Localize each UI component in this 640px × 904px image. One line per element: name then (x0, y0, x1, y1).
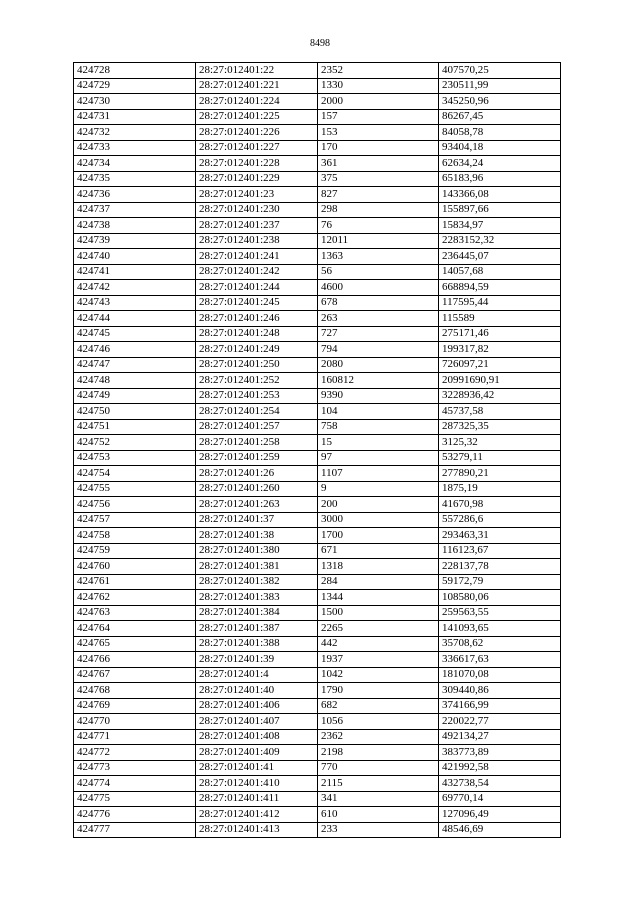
cadastral-number-cell: 28:27:012401:4 (196, 667, 318, 683)
value-cell: 336617,63 (439, 652, 561, 668)
table-row (74, 590, 561, 606)
area-cell: 2362 (318, 729, 439, 745)
value-cell: 1875,19 (439, 481, 561, 497)
cadastral-number-cell: 28:27:012401:26 (196, 466, 318, 482)
area-cell: 1056 (318, 714, 439, 730)
area-cell: 15 (318, 435, 439, 451)
value-cell: 20991690,91 (439, 373, 561, 389)
cadastral-number-cell: 28:27:012401:412 (196, 807, 318, 823)
value-cell: 86267,45 (439, 109, 561, 125)
row-number-cell: 424749 (74, 388, 196, 404)
cadastral-number-cell: 28:27:012401:258 (196, 435, 318, 451)
row-number-cell: 424758 (74, 528, 196, 544)
table-row (74, 140, 561, 156)
table-row (74, 497, 561, 513)
area-cell: 1330 (318, 78, 439, 94)
area-cell: 170 (318, 140, 439, 156)
cadastral-number-cell: 28:27:012401:260 (196, 481, 318, 497)
row-number-cell: 424743 (74, 295, 196, 311)
area-cell: 361 (318, 156, 439, 172)
area-cell: 610 (318, 807, 439, 823)
table-row (74, 605, 561, 621)
row-number-cell: 424769 (74, 698, 196, 714)
value-cell: 259563,55 (439, 605, 561, 621)
row-number-cell: 424774 (74, 776, 196, 792)
value-cell: 48546,69 (439, 822, 561, 838)
table-row (74, 683, 561, 699)
value-cell: 15834,97 (439, 218, 561, 234)
area-cell: 153 (318, 125, 439, 141)
value-cell: 383773,89 (439, 745, 561, 761)
table-row (74, 574, 561, 590)
row-number-cell: 424755 (74, 481, 196, 497)
row-number-cell: 424754 (74, 466, 196, 482)
value-cell: 143366,08 (439, 187, 561, 203)
value-cell: 557286,6 (439, 512, 561, 528)
value-cell: 65183,96 (439, 171, 561, 187)
cadastral-number-cell: 28:27:012401:226 (196, 125, 318, 141)
value-cell: 41670,98 (439, 497, 561, 513)
row-number-cell: 424768 (74, 683, 196, 699)
row-number-cell: 424775 (74, 791, 196, 807)
area-cell: 1042 (318, 667, 439, 683)
cadastral-number-cell: 28:27:012401:248 (196, 326, 318, 342)
area-cell: 341 (318, 791, 439, 807)
table-row (74, 466, 561, 482)
row-number-cell: 424728 (74, 63, 196, 79)
row-number-cell: 424747 (74, 357, 196, 373)
value-cell: 236445,07 (439, 249, 561, 265)
value-cell: 407570,25 (439, 63, 561, 79)
table-row (74, 295, 561, 311)
table-row (74, 109, 561, 125)
cadastral-number-cell: 28:27:012401:23 (196, 187, 318, 203)
table-row (74, 373, 561, 389)
cadastral-number-cell: 28:27:012401:388 (196, 636, 318, 652)
table-row (74, 481, 561, 497)
row-number-cell: 424767 (74, 667, 196, 683)
area-cell: 97 (318, 450, 439, 466)
cadastral-value-table (73, 62, 561, 838)
value-cell: 3125,32 (439, 435, 561, 451)
area-cell: 233 (318, 822, 439, 838)
value-cell: 374166,99 (439, 698, 561, 714)
table-row (74, 528, 561, 544)
cadastral-number-cell: 28:27:012401:37 (196, 512, 318, 528)
value-cell: 141093,65 (439, 621, 561, 637)
table-row (74, 419, 561, 435)
table-row (74, 156, 561, 172)
value-cell: 230511,99 (439, 78, 561, 94)
table-row (74, 636, 561, 652)
area-cell: 9 (318, 481, 439, 497)
area-cell: 76 (318, 218, 439, 234)
table-row (74, 745, 561, 761)
value-cell: 287325,35 (439, 419, 561, 435)
area-cell: 284 (318, 574, 439, 590)
table-row (74, 822, 561, 838)
table-row (74, 171, 561, 187)
area-cell: 727 (318, 326, 439, 342)
value-cell: 309440,86 (439, 683, 561, 699)
table-row (74, 326, 561, 342)
row-number-cell: 424765 (74, 636, 196, 652)
cadastral-number-cell: 28:27:012401:410 (196, 776, 318, 792)
row-number-cell: 424751 (74, 419, 196, 435)
row-number-cell: 424759 (74, 543, 196, 559)
area-cell: 827 (318, 187, 439, 203)
row-number-cell: 424741 (74, 264, 196, 280)
row-number-cell: 424772 (74, 745, 196, 761)
row-number-cell: 424770 (74, 714, 196, 730)
value-cell: 45737,58 (439, 404, 561, 420)
area-cell: 2000 (318, 94, 439, 110)
row-number-cell: 424763 (74, 605, 196, 621)
cadastral-number-cell: 28:27:012401:250 (196, 357, 318, 373)
area-cell: 1318 (318, 559, 439, 575)
table-row (74, 621, 561, 637)
table-row (74, 311, 561, 327)
area-cell: 671 (318, 543, 439, 559)
cadastral-number-cell: 28:27:012401:38 (196, 528, 318, 544)
area-cell: 770 (318, 760, 439, 776)
area-cell: 1937 (318, 652, 439, 668)
table-row (74, 125, 561, 141)
row-number-cell: 424760 (74, 559, 196, 575)
table-row (74, 78, 561, 94)
value-cell: 492134,27 (439, 729, 561, 745)
area-cell: 263 (318, 311, 439, 327)
area-cell: 1500 (318, 605, 439, 621)
row-number-cell: 424740 (74, 249, 196, 265)
table-row (74, 218, 561, 234)
area-cell: 1363 (318, 249, 439, 265)
cadastral-number-cell: 28:27:012401:238 (196, 233, 318, 249)
row-number-cell: 424731 (74, 109, 196, 125)
row-number-cell: 424737 (74, 202, 196, 218)
row-number-cell: 424773 (74, 760, 196, 776)
value-cell: 155897,66 (439, 202, 561, 218)
cadastral-number-cell: 28:27:012401:224 (196, 94, 318, 110)
cadastral-number-cell: 28:27:012401:380 (196, 543, 318, 559)
row-number-cell: 424753 (74, 450, 196, 466)
cadastral-number-cell: 28:27:012401:252 (196, 373, 318, 389)
value-cell: 3228936,42 (439, 388, 561, 404)
area-cell: 1344 (318, 590, 439, 606)
cadastral-number-cell: 28:27:012401:225 (196, 109, 318, 125)
cadastral-number-cell: 28:27:012401:241 (196, 249, 318, 265)
cadastral-number-cell: 28:27:012401:409 (196, 745, 318, 761)
area-cell: 9390 (318, 388, 439, 404)
area-cell: 2080 (318, 357, 439, 373)
table-row (74, 543, 561, 559)
area-cell: 758 (318, 419, 439, 435)
row-number-cell: 424742 (74, 280, 196, 296)
area-cell: 1790 (318, 683, 439, 699)
area-cell: 2115 (318, 776, 439, 792)
page-number: 8498 (310, 38, 330, 49)
row-number-cell: 424746 (74, 342, 196, 358)
row-number-cell: 424748 (74, 373, 196, 389)
area-cell: 2352 (318, 63, 439, 79)
value-cell: 668894,59 (439, 280, 561, 296)
cadastral-number-cell: 28:27:012401:249 (196, 342, 318, 358)
table-row (74, 388, 561, 404)
row-number-cell: 424757 (74, 512, 196, 528)
cadastral-number-cell: 28:27:012401:245 (196, 295, 318, 311)
cadastral-number-cell: 28:27:012401:381 (196, 559, 318, 575)
cadastral-number-cell: 28:27:012401:263 (196, 497, 318, 513)
area-cell: 2198 (318, 745, 439, 761)
value-cell: 228137,78 (439, 559, 561, 575)
area-cell: 794 (318, 342, 439, 358)
value-cell: 53279,11 (439, 450, 561, 466)
area-cell: 1107 (318, 466, 439, 482)
row-number-cell: 424776 (74, 807, 196, 823)
row-number-cell: 424732 (74, 125, 196, 141)
table-row (74, 450, 561, 466)
table-row (74, 357, 561, 373)
row-number-cell: 424739 (74, 233, 196, 249)
value-cell: 432738,54 (439, 776, 561, 792)
area-cell: 56 (318, 264, 439, 280)
cadastral-number-cell: 28:27:012401:387 (196, 621, 318, 637)
table-row (74, 807, 561, 823)
value-cell: 293463,31 (439, 528, 561, 544)
value-cell: 2283152,32 (439, 233, 561, 249)
cadastral-number-cell: 28:27:012401:254 (196, 404, 318, 420)
cadastral-number-cell: 28:27:012401:253 (196, 388, 318, 404)
row-number-cell: 424771 (74, 729, 196, 745)
area-cell: 682 (318, 698, 439, 714)
value-cell: 421992,58 (439, 760, 561, 776)
area-cell: 2265 (318, 621, 439, 637)
value-cell: 93404,18 (439, 140, 561, 156)
area-cell: 442 (318, 636, 439, 652)
table-row (74, 667, 561, 683)
area-cell: 375 (318, 171, 439, 187)
value-cell: 181070,08 (439, 667, 561, 683)
cadastral-number-cell: 28:27:012401:411 (196, 791, 318, 807)
area-cell: 12011 (318, 233, 439, 249)
value-cell: 69770,14 (439, 791, 561, 807)
row-number-cell: 424730 (74, 94, 196, 110)
table-row (74, 249, 561, 265)
cadastral-number-cell: 28:27:012401:237 (196, 218, 318, 234)
cadastral-number-cell: 28:27:012401:259 (196, 450, 318, 466)
table-row (74, 202, 561, 218)
cadastral-number-cell: 28:27:012401:383 (196, 590, 318, 606)
table-row (74, 264, 561, 280)
row-number-cell: 424777 (74, 822, 196, 838)
table-row (74, 776, 561, 792)
value-cell: 127096,49 (439, 807, 561, 823)
table-body (74, 63, 561, 838)
cadastral-number-cell: 28:27:012401:39 (196, 652, 318, 668)
value-cell: 220022,77 (439, 714, 561, 730)
row-number-cell: 424745 (74, 326, 196, 342)
row-number-cell: 424734 (74, 156, 196, 172)
value-cell: 35708,62 (439, 636, 561, 652)
value-cell: 62634,24 (439, 156, 561, 172)
cadastral-number-cell: 28:27:012401:227 (196, 140, 318, 156)
row-number-cell: 424733 (74, 140, 196, 156)
cadastral-number-cell: 28:27:012401:246 (196, 311, 318, 327)
row-number-cell: 424729 (74, 78, 196, 94)
cadastral-number-cell: 28:27:012401:40 (196, 683, 318, 699)
table-row (74, 233, 561, 249)
row-number-cell: 424762 (74, 590, 196, 606)
value-cell: 275171,46 (439, 326, 561, 342)
cadastral-number-cell: 28:27:012401:229 (196, 171, 318, 187)
cadastral-number-cell: 28:27:012401:228 (196, 156, 318, 172)
cadastral-number-cell: 28:27:012401:41 (196, 760, 318, 776)
value-cell: 84058,78 (439, 125, 561, 141)
value-cell: 277890,21 (439, 466, 561, 482)
value-cell: 726097,21 (439, 357, 561, 373)
cadastral-number-cell: 28:27:012401:257 (196, 419, 318, 435)
row-number-cell: 424761 (74, 574, 196, 590)
cadastral-number-cell: 28:27:012401:413 (196, 822, 318, 838)
cadastral-number-cell: 28:27:012401:382 (196, 574, 318, 590)
row-number-cell: 424750 (74, 404, 196, 420)
row-number-cell: 424735 (74, 171, 196, 187)
row-number-cell: 424738 (74, 218, 196, 234)
value-cell: 117595,44 (439, 295, 561, 311)
table-row (74, 512, 561, 528)
table-row (74, 760, 561, 776)
cadastral-number-cell: 28:27:012401:22 (196, 63, 318, 79)
value-cell: 116123,67 (439, 543, 561, 559)
cadastral-number-cell: 28:27:012401:242 (196, 264, 318, 280)
table-row (74, 559, 561, 575)
area-cell: 298 (318, 202, 439, 218)
table-row (74, 280, 561, 296)
cadastral-number-cell: 28:27:012401:221 (196, 78, 318, 94)
area-cell: 157 (318, 109, 439, 125)
cadastral-number-cell: 28:27:012401:408 (196, 729, 318, 745)
area-cell: 160812 (318, 373, 439, 389)
value-cell: 59172,79 (439, 574, 561, 590)
value-cell: 14057,68 (439, 264, 561, 280)
area-cell: 200 (318, 497, 439, 513)
table-row (74, 94, 561, 110)
value-cell: 115589 (439, 311, 561, 327)
cadastral-number-cell: 28:27:012401:384 (196, 605, 318, 621)
table-row (74, 435, 561, 451)
row-number-cell: 424756 (74, 497, 196, 513)
row-number-cell: 424766 (74, 652, 196, 668)
table-row (74, 342, 561, 358)
table-row (74, 63, 561, 79)
cadastral-number-cell: 28:27:012401:230 (196, 202, 318, 218)
area-cell: 3000 (318, 512, 439, 528)
table-row (74, 729, 561, 745)
value-cell: 345250,96 (439, 94, 561, 110)
table-row (74, 791, 561, 807)
value-cell: 199317,82 (439, 342, 561, 358)
table-row (74, 404, 561, 420)
area-cell: 1700 (318, 528, 439, 544)
table-row (74, 187, 561, 203)
row-number-cell: 424752 (74, 435, 196, 451)
value-cell: 108580,06 (439, 590, 561, 606)
table-row (74, 714, 561, 730)
row-number-cell: 424764 (74, 621, 196, 637)
area-cell: 104 (318, 404, 439, 420)
area-cell: 4600 (318, 280, 439, 296)
cadastral-number-cell: 28:27:012401:406 (196, 698, 318, 714)
cadastral-number-cell: 28:27:012401:407 (196, 714, 318, 730)
row-number-cell: 424736 (74, 187, 196, 203)
table-row (74, 698, 561, 714)
table-row (74, 652, 561, 668)
row-number-cell: 424744 (74, 311, 196, 327)
cadastral-number-cell: 28:27:012401:244 (196, 280, 318, 296)
area-cell: 678 (318, 295, 439, 311)
